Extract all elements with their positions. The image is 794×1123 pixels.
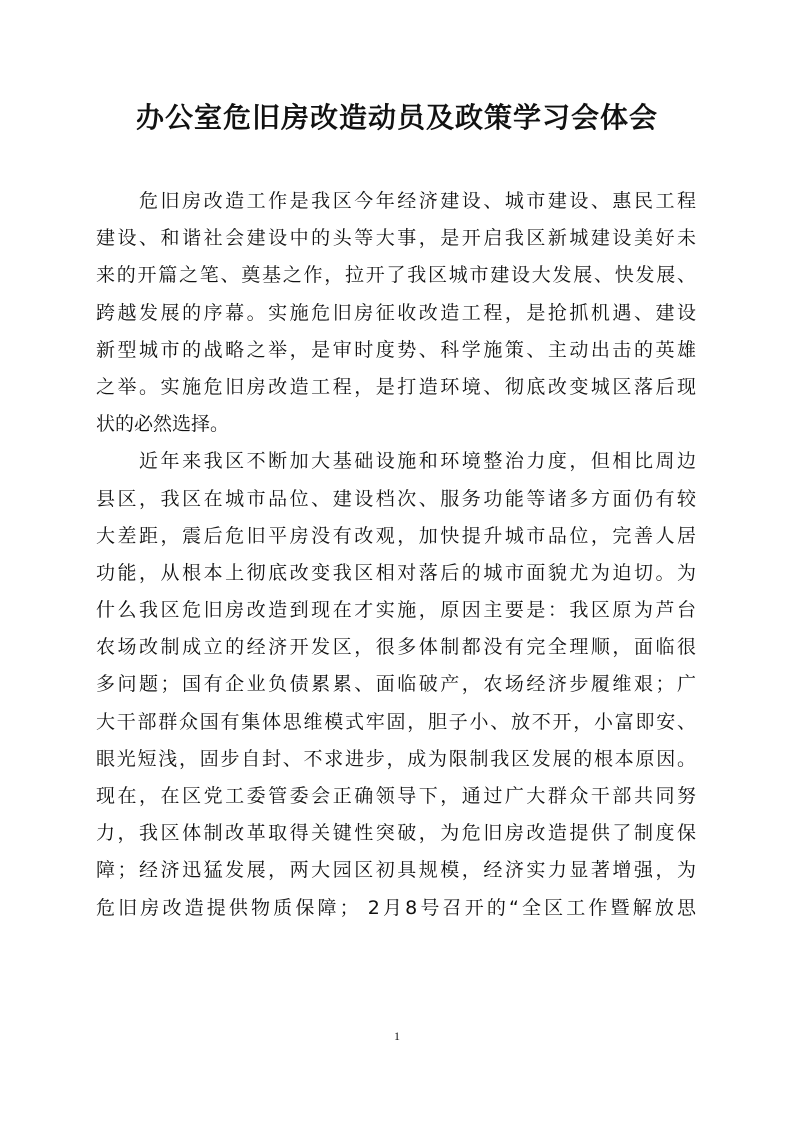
body-line: 近年来我区不断加大基础设施和环境整治力度，但相比周边 — [96, 450, 696, 473]
document-body — [96, 183, 696, 927]
body-line: 大干部群众国有集体思维模式牢固，胆子小、放不开，小富即安、 — [96, 710, 696, 733]
body-line: 眼光短浅，固步自封、不求进步，成为限制我区发展的根本原因。 — [96, 747, 696, 770]
body-line: 新型城市的战略之举，是审时度势、科学施策、主动出击的英雄 — [96, 338, 696, 361]
body-line: 功能，从根本上彻底改变我区相对落后的城市面貌尤为迫切。为 — [96, 561, 696, 584]
body-line: 多问题；国有企业负债累累、面临破产，农场经济步履维艰；广 — [96, 673, 696, 696]
body-line: 建设、和谐社会建设中的头等大事，是开启我区新城建设美好未 — [96, 227, 696, 250]
body-line: 县区，我区在城市品位、建设档次、服务功能等诸多方面仍有较 — [96, 487, 696, 510]
body-line: 危旧房改造工作是我区今年经济建设、城市建设、惠民工程 — [96, 190, 696, 212]
body-line: 障；经济迅猛发展，两大园区初具规模，经济实力显著增强，为 — [96, 859, 696, 882]
body-line: 跨越发展的序幕。实施危旧房征收改造工程，是抢抓机遇、建设 — [96, 301, 696, 324]
body-line: 之举。实施危旧房改造工程，是打造环境、彻底改变城区落后现 — [96, 375, 696, 398]
body-line: 危旧房改造提供物质保障； 2月8号召开的“全区工作暨解放思 — [96, 896, 696, 919]
body-line: 力，我区体制改革取得关键性突破，为危旧房改造提供了制度保 — [96, 822, 696, 845]
body-line: 什么我区危旧房改造到现在才实施，原因主要是：我区原为芦台 — [96, 599, 696, 622]
body-line: 农场改制成立的经济开发区，很多体制都没有完全理顺，面临很 — [96, 636, 696, 659]
page-number: 1 — [394, 1029, 400, 1043]
body-line: 来的开篇之笔、奠基之作，拉开了我区城市建设大发展、快发展、 — [96, 264, 696, 287]
document-title: 办公室危旧房改造动员及政策学习会体会 — [135, 101, 658, 134]
body-line: 现在，在区党工委管委会正确领导下，通过广大群众干部共同努 — [96, 785, 696, 807]
body-line: 大差距，震后危旧平房没有改观，加快提升城市品位，完善人居 — [96, 524, 696, 547]
body-line: 状的必然选择。 — [96, 413, 230, 436]
